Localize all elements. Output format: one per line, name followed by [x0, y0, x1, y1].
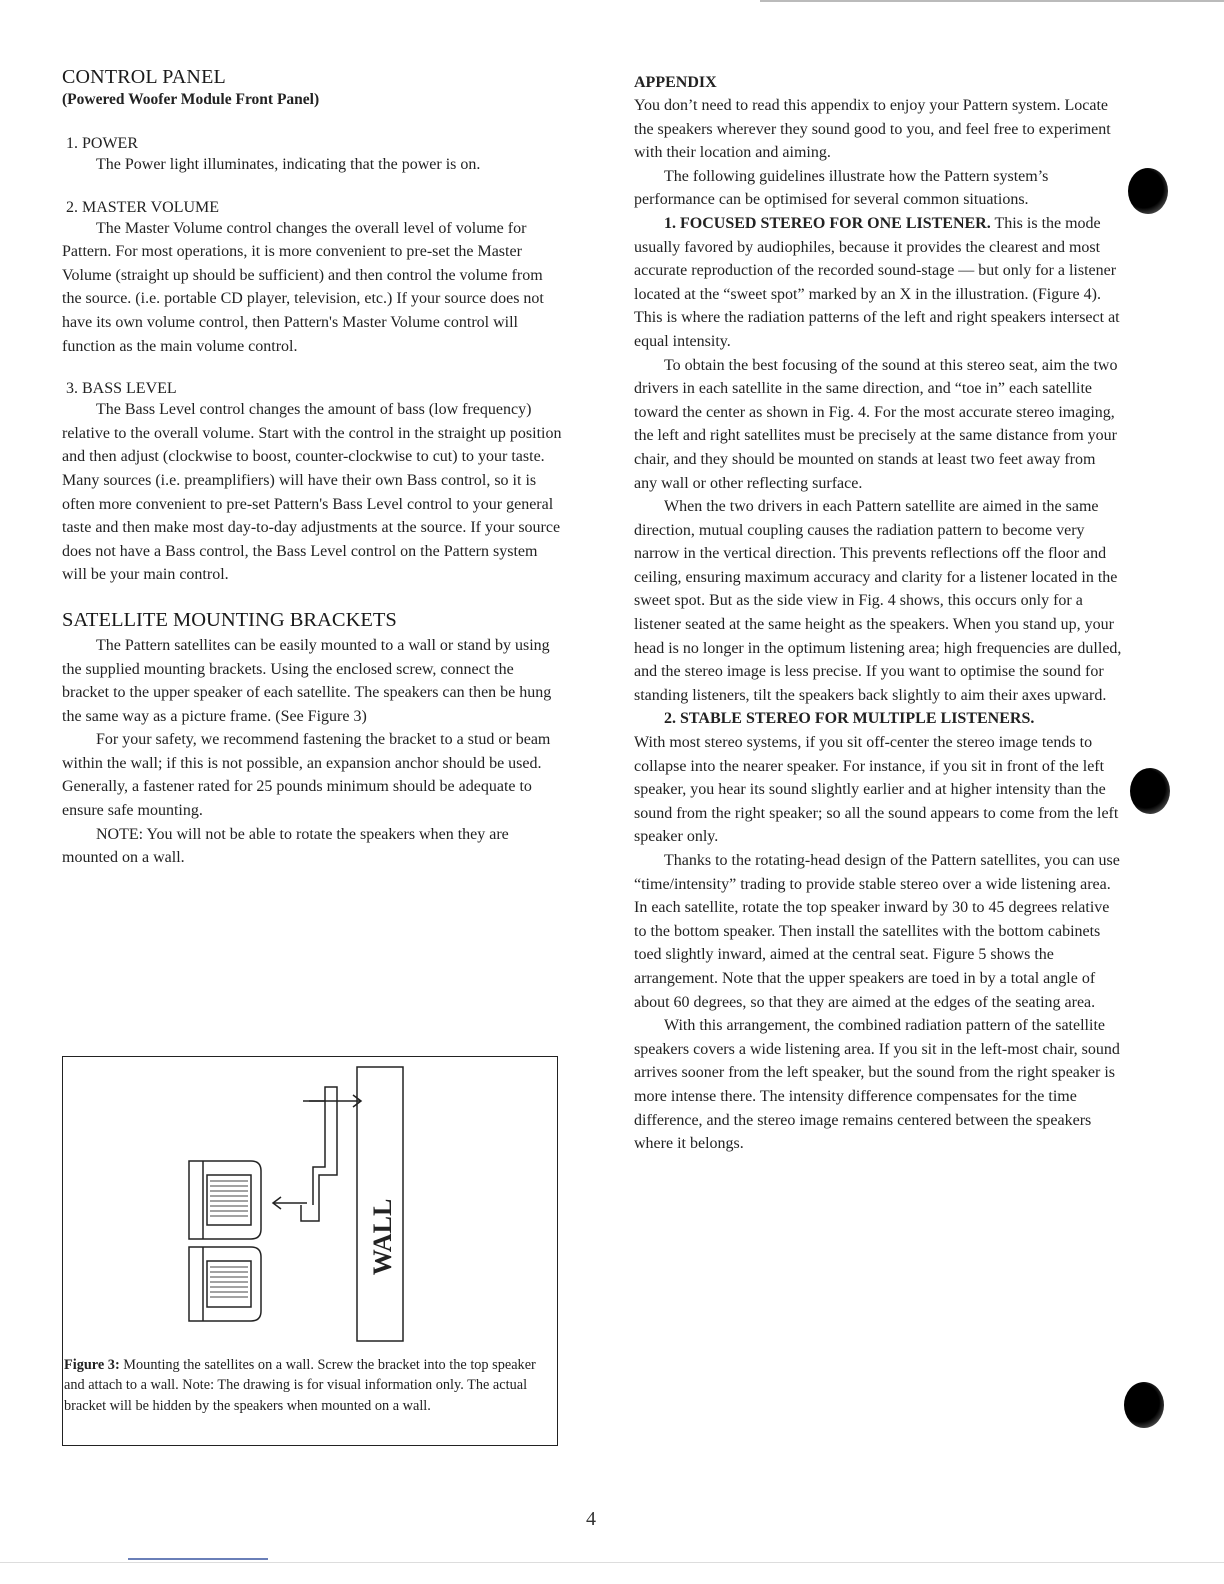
bottom-speaker [189, 1247, 261, 1321]
focused-paragraph-1-text: This is the mode usually favored by audiophiles, because it provides the clearest and most accurate reproduction of the recorded sound-stage — but only for a listener located at the “sweet spot” marked by an X in the illustration. (Figure 4). This is where the radiation patterns of the left and right speakers intersect at equal intensity. [634, 214, 1120, 350]
focused-paragraph-2: To obtain the best focusing of the sound at this stereo seat, aim the two drivers in each satellite in the same direction, and “toe in” each satellite toward the center as shown in Fig. 4. For the most accurate stereo imaging, the left and right satellites must be precisely at the same distance from your chair, and they should be mounted on stands at least two feet away from any wall or other reflecting surface. [634, 356, 1118, 492]
figure-3-caption [64, 1355, 540, 1416]
brackets-paragraph-3: NOTE: You will not be able to rotate the speakers when they are mounted on a wall. [62, 825, 509, 867]
binder-hole-middle [1130, 768, 1170, 814]
mounting-diagram [63, 1057, 557, 1357]
power-text: The Power light illuminates, indicating that the power is on. [96, 156, 481, 173]
focused-heading: 1. FOCUSED STEREO FOR ONE LISTENER. [664, 214, 991, 232]
brackets-paragraph-1: The Pattern satellites can be easily mounted to a wall or stand by using the supplied mounting brackets. Using the enclosed screw, connect the bracket to the upper speaker of each satellite. The speakers can then be hung the same way as a picture frame. (See Figure 3) [62, 636, 552, 725]
focused-paragraph-1 [634, 212, 1122, 354]
figure-3-caption-text: Mounting the satellites on a wall. Screw the bracket into the top speaker and attach to a wall. Note: The drawing is for visual information only. The actual bracket will be hidden by the speakers when mounted on a wall. [64, 1357, 536, 1414]
binder-hole-bottom [1124, 1382, 1164, 1428]
binder-hole-top [1128, 168, 1168, 214]
left-column [62, 66, 562, 870]
bass-level-heading: 3. BASS LEVEL [66, 380, 177, 398]
master-volume-heading: 2. MASTER VOLUME [66, 198, 220, 216]
page-number: 4 [586, 1508, 596, 1530]
brackets-paragraph-2: For your safety, we recommend fastening the bracket to a stud or beam within the wall; if this is not possible, an expansion anchor should be used. Generally, a fastener rated for 25 pounds minimum should be adequate to ensure safe mounting. [62, 731, 551, 820]
stable-paragraph-2: Thanks to the rotating-head design of the Pattern satellites, you can use “time/intensity” trading to provide stable stereo over a wide listening area. In each satellite, rotate the top speaker inward by 30 to 45 degrees relative to the bottom speaker. Then install the satellites with the bottom cabinets toed slightly inward, aimed at the central seat. Figure 5 shows the arrangement. Note that the upper speakers are toed in by a total angle of about 60 degrees, so that they are aimed at the edges of the seating area. [634, 852, 1120, 1011]
focused-paragraph-3: When the two drivers in each Pattern satellite are aimed in the same direction, mutual coupling causes the radiation pattern to become very narrow in the vertical direction. This prevents reflections off the floor and ceiling, ensuring maximum accuracy and clarity for a listener located in the sweet spot. But as the side view in Fig. 4 shows, this occurs only for a listener seated at the same height as the speakers. When you stand up, your head is no longer in the optimum listening area; high frequencies are dulled, and the stereo image is less precise. If you want to optimise the sound for standing listeners, tilt the speakers back slightly to aim their axes upward. [634, 498, 1122, 704]
wall-label: WALL [368, 1198, 397, 1276]
power-section [62, 135, 562, 177]
scan-bottom-edge [0, 1562, 1224, 1563]
right-column [634, 74, 1122, 1156]
figure-3-caption-label: Figure 3: [64, 1357, 120, 1373]
appendix-paragraph-1: You don’t need to read this appendix to enjoy your Pattern system. Locate the speakers wherever they sound good to you, and feel free to experiment with their location and aiming. [634, 97, 1111, 162]
power-heading: 1. POWER [66, 135, 138, 152]
top-speaker [189, 1161, 261, 1239]
bass-level-section [62, 380, 562, 587]
stable-heading: 2. STABLE STEREO FOR MULTIPLE LISTENERS. [664, 710, 1035, 728]
scan-top-edge [760, 0, 1224, 2]
appendix-paragraph-2: The following guidelines illustrate how the Pattern system’s performance can be optimised for several common situations. [634, 167, 1049, 209]
figure-3 [62, 1056, 558, 1446]
scan-blue-mark [128, 1558, 268, 1560]
master-volume-text: The Master Volume control changes the overall level of volume for Pattern. For most operations, it is more convenient to pre-set the Master Volume (straight up should be sufficient) and then control the volume from the source. (i.e. portable CD player, television, etc.) If your source does not have its own volume control, then Pattern's Master Volume control will function as the main volume control. [62, 219, 544, 355]
appendix-heading: APPENDIX [634, 74, 717, 91]
brackets-heading: SATELLITE MOUNTING BRACKETS [62, 608, 397, 631]
stable-paragraph-1: With most stereo systems, if you sit off-center the stereo image tends to collapse into the nearer speaker. For instance, if you sit in front of the left speaker, you hear its sound slightly earlier and at higher intensity than the sound from the right speaker; so all the sound appears to come from the left speaker only. [634, 734, 1119, 846]
control-panel-subtitle: (Powered Woofer Module Front Panel) [62, 91, 320, 108]
master-volume-section [62, 199, 562, 359]
stable-paragraph-3: With this arrangement, the combined radiation pattern of the satellite speakers covers a wide listening area. If you sit in the left-most chair, sound arrives sooner from the left speaker, but the sound from the right speaker is more intense there. The intensity difference compensates for the time difference, and the stereo image remains centered between the speakers where it belongs. [634, 1017, 1120, 1153]
bass-level-text: The Bass Level control changes the amount of bass (low frequency) relative to the overall volume. Start with the control in the straight up position and then adjust (clockwise to boost, counter-clockwise to cut) to your taste. Many sources (i.e. preamplifiers) will have their own Bass control, so it is often more convenient to pre-set Pattern's Bass Level control to your general taste and then make most day-to-day adjustments at the source. If your source does not have a Bass control, the Bass Level control on the Pattern system will be your main control. [62, 401, 562, 584]
control-panel-title: CONTROL PANEL [62, 66, 226, 88]
bracket-outline [301, 1087, 337, 1221]
